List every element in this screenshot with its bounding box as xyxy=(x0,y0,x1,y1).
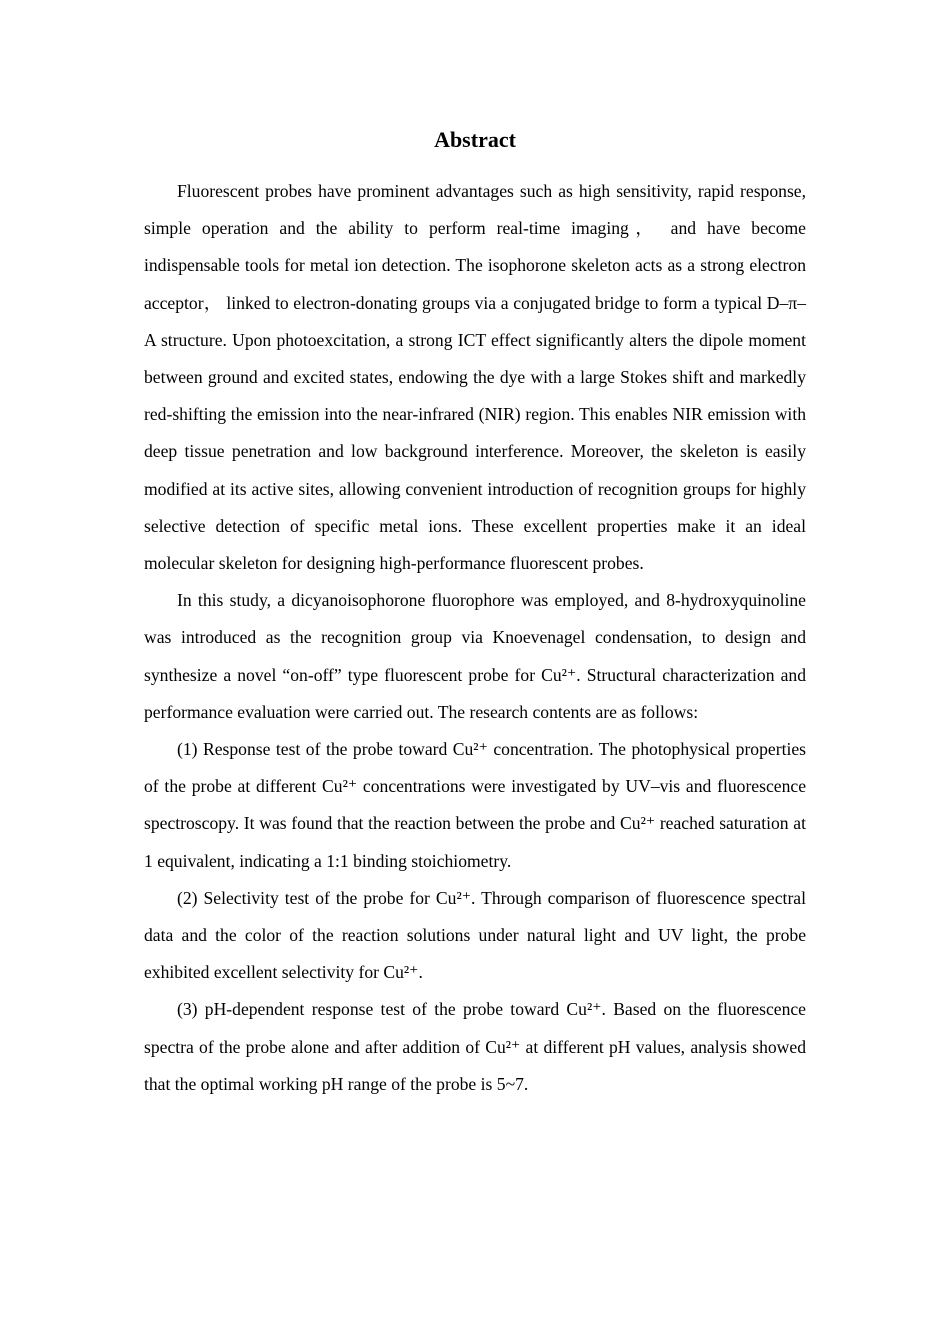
abstract-paragraph-item-2: (2) Selectivity test of the probe for Cu²⁺. Through comparison of fluorescence spectral data and the color of the reaction solutions under natural light and UV light, the probe exhibited excellent selectivity for Cu²⁺. xyxy=(144,887,806,983)
abstract-paragraph-item-1: (1) Response test of the probe toward Cu²⁺ concentration. The photophysical properties of the probe at different Cu²⁺ concentrations were investigated by UV–vis and fluorescence spectroscopy. It was found that the reaction between the probe and Cu²⁺ reached saturation at 1 equivalent, indicating a 1:1 binding stoichiometry. xyxy=(144,739,806,871)
document-page xyxy=(144,120,806,1103)
abstract-paragraph-background: Fluorescent probes have prominent advantages such as high sensitivity, rapid response, simple operation and the ability to perform real-time imaging， and have become indispensable tools for metal ion detection. The isophorone skeleton acts as a strong electron acceptor， linked to electron-donating groups via a conjugated bridge to form a typical D–π–A structure. Upon photoexcitation, a strong ICT effect significantly alters the dipole moment between ground and excited states, endowing the dye with a large Stokes shift and markedly red-shifting the emission into the near-infrared (NIR) region. This enables NIR emission with deep tissue penetration and low background interference. Moreover, the skeleton is easily modified at its active sites, allowing convenient introduction of recognition groups for highly selective detection of specific metal ions. These excellent properties make it an ideal molecular skeleton for designing high-performance fluorescent probes. xyxy=(144,181,806,574)
abstract-title: Abstract xyxy=(434,127,516,152)
abstract-paragraph-study: In this study, a dicyanoisophorone fluorophore was employed, and 8-hydroxyquinoline was introduced as the recognition group via Knoevenagel condensation, to design and synthesize a novel “on-off” type fluorescent probe for Cu²⁺. Structural characterization and performance evaluation were carried out. The research contents are as follows: xyxy=(144,590,806,722)
abstract-paragraph-item-3: (3) pH-dependent response test of the probe toward Cu²⁺. Based on the fluorescence spectra of the probe alone and after addition of Cu²⁺ at different pH values, analysis showed that the optimal working pH range of the probe is 5~7. xyxy=(144,999,806,1094)
